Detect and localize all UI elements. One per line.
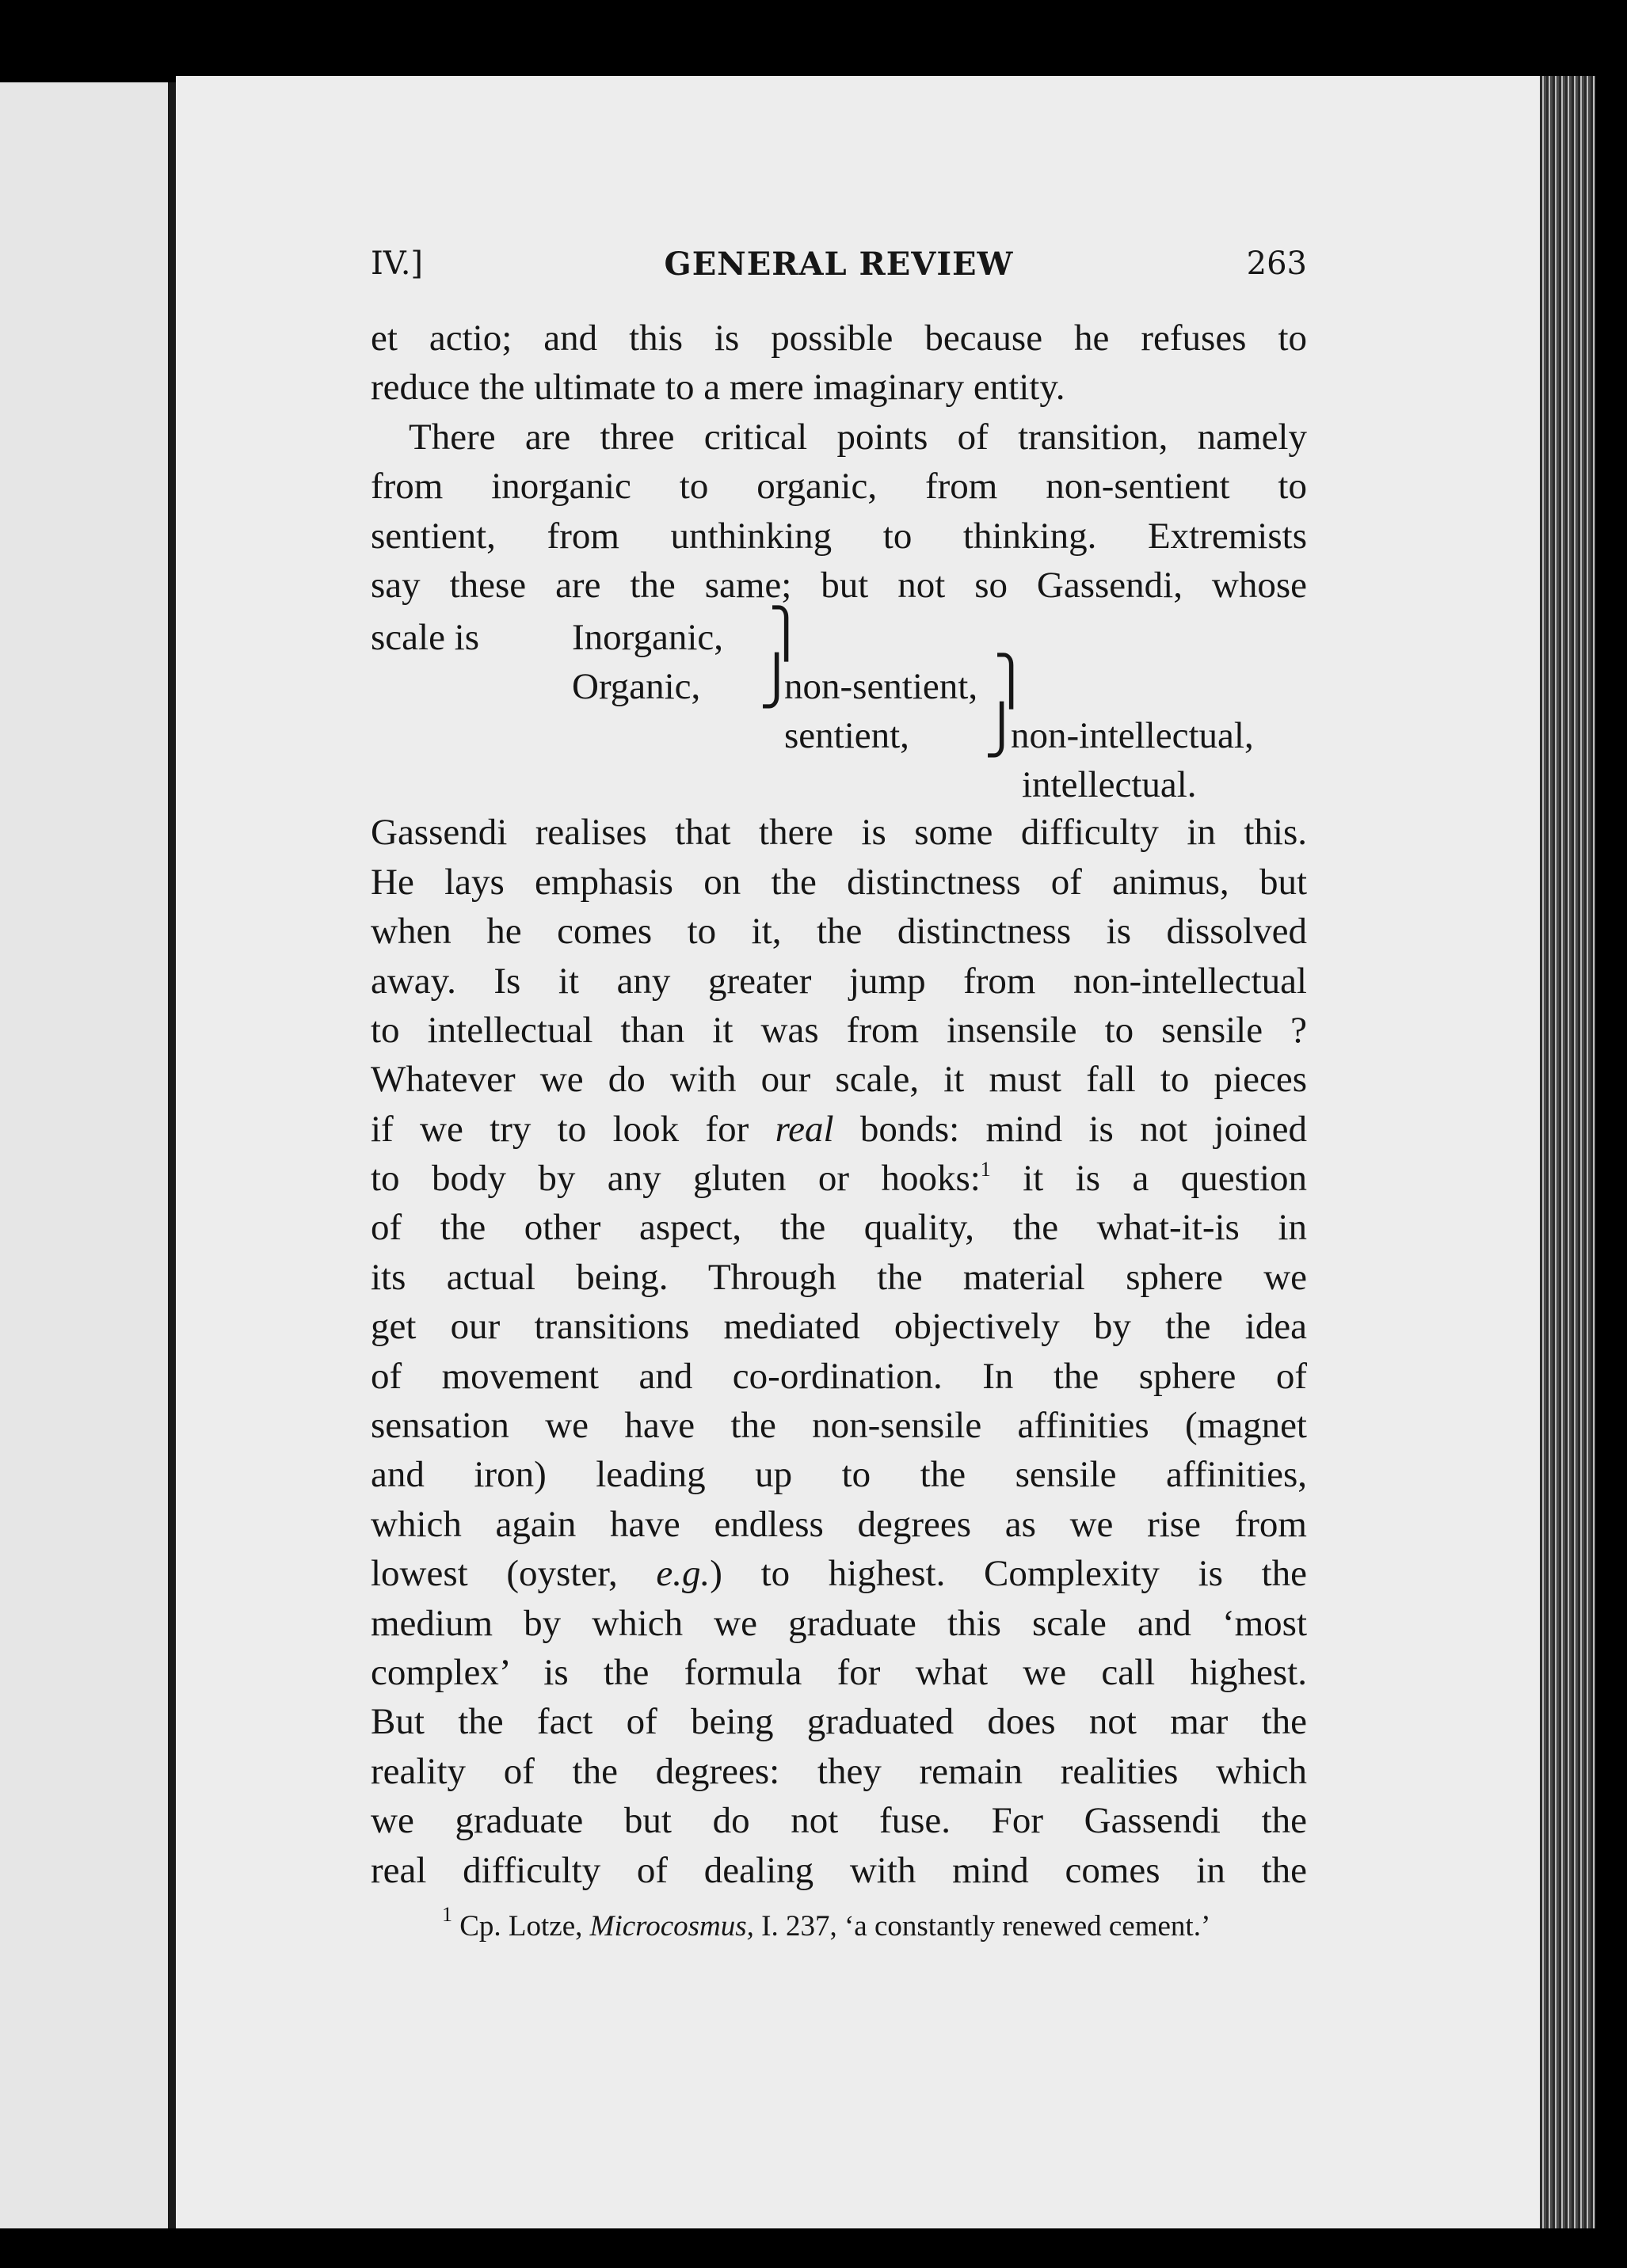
text-line [371, 1549, 1307, 1598]
footnote-reference: 1 [980, 1158, 991, 1182]
scale-lead: scale is [371, 617, 480, 659]
text-line: He lays emphasis on the distinctness of animus, but [371, 861, 1307, 903]
text-line: reduce the ultimate to a mere imaginary entity. [371, 367, 1065, 409]
text-line [371, 1105, 1307, 1154]
scale-organic: Organic, [572, 666, 701, 708]
text-line: say these are the same; but not so Gassendi, whose [371, 564, 1307, 606]
text-fragment: bonds: mind is not joined [859, 1108, 1308, 1150]
text-line: get our transitions mediated objectively by the idea [371, 1306, 1307, 1348]
brace-2: ⎭ [759, 653, 794, 710]
footnote [371, 1902, 1307, 1943]
italic-word: e.g. [656, 1553, 711, 1595]
text-line: complex’ is the formula for what we call highest. [371, 1651, 1307, 1693]
text-line: et actio; and this is possible because he refuses to [371, 318, 1307, 359]
facing-page-edge [0, 82, 168, 2228]
brace-3: ⎫ [993, 653, 1029, 710]
scale-sentient: sentient, [784, 715, 909, 757]
text-line: But the fact of being graduated does not mar the [371, 1701, 1307, 1743]
text-line: There are three critical points of transition, namely [409, 416, 1307, 458]
running-title: GENERAL REVIEW [664, 245, 1014, 283]
text-line: we graduate but do not fuse. For Gassendi the [371, 1800, 1307, 1842]
scale-inorganic: Inorganic, [572, 617, 723, 659]
scale-intellectual: intellectual. [1022, 764, 1197, 806]
text-fragment: ) to highest. Complexity is the [710, 1553, 1307, 1595]
brace-4: ⎭ [984, 702, 1019, 759]
text-line: real difficulty of dealing with mind comes in the [371, 1849, 1307, 1891]
text-fragment: it is a question [1023, 1158, 1307, 1200]
running-head [371, 238, 1307, 293]
page-text [371, 238, 1307, 1943]
footnote-text: Cp. Lotze, [459, 1909, 583, 1943]
text-line: Gassendi realises that there is some difficulty in this. [371, 812, 1307, 854]
text-line: sentient, from unthinking to thinking. Extremists [371, 515, 1307, 557]
text-line: which again have endless degrees as we rise from [371, 1503, 1307, 1545]
text-fragment: lowest (oyster, [371, 1553, 618, 1595]
text-line: reality of the degrees: they remain realities which [371, 1750, 1307, 1792]
footnote-mark: 1 [442, 1902, 452, 1926]
text-line: of the other aspect, the quality, the what-it-is in [371, 1207, 1307, 1249]
text-line: sensation we have the non-sensile affinities (magnet [371, 1405, 1307, 1447]
text-line: Whatever we do with our scale, it must fall to pieces [371, 1059, 1307, 1101]
footnote-text: I. 237, ‘a constantly renewed cement.’ [761, 1909, 1211, 1943]
text-line: its actual being. Through the material sphere we [371, 1256, 1307, 1298]
gassendi-scale [371, 606, 1307, 808]
text-line: to intellectual than it was from insensile to sensile ? [371, 1009, 1307, 1051]
page-edges [1540, 76, 1595, 2228]
brace-1: ⎫ [768, 606, 804, 662]
italic-word: real [775, 1108, 834, 1150]
footnote-title: Microcosmus, [589, 1909, 754, 1943]
text-line: and iron) leading up to the sensile affinities, [371, 1454, 1307, 1496]
book-gutter [168, 82, 176, 2228]
body-text [371, 314, 1307, 1895]
text-line: of movement and co-ordination. In the sphere of [371, 1355, 1307, 1397]
text-line [371, 1154, 1307, 1203]
text-line: when he comes to it, the distinctness is dissolved [371, 911, 1307, 953]
text-line: from inorganic to organic, from non-sentient to [371, 466, 1307, 508]
page-number: 263 [1246, 245, 1307, 282]
text-line: away. Is it any greater jump from non-intellectual [371, 960, 1307, 1002]
scale-non-sentient: non-sentient, [784, 666, 978, 708]
scale-non-intellectual: non-intellectual, [1011, 715, 1254, 757]
text-fragment: to body by any gluten or hooks: [371, 1158, 981, 1200]
text-line: medium by which we graduate this scale and ‘most [371, 1602, 1307, 1644]
chapter-marker: IV.] [371, 245, 424, 282]
text-fragment: if we try to look for [371, 1108, 749, 1150]
